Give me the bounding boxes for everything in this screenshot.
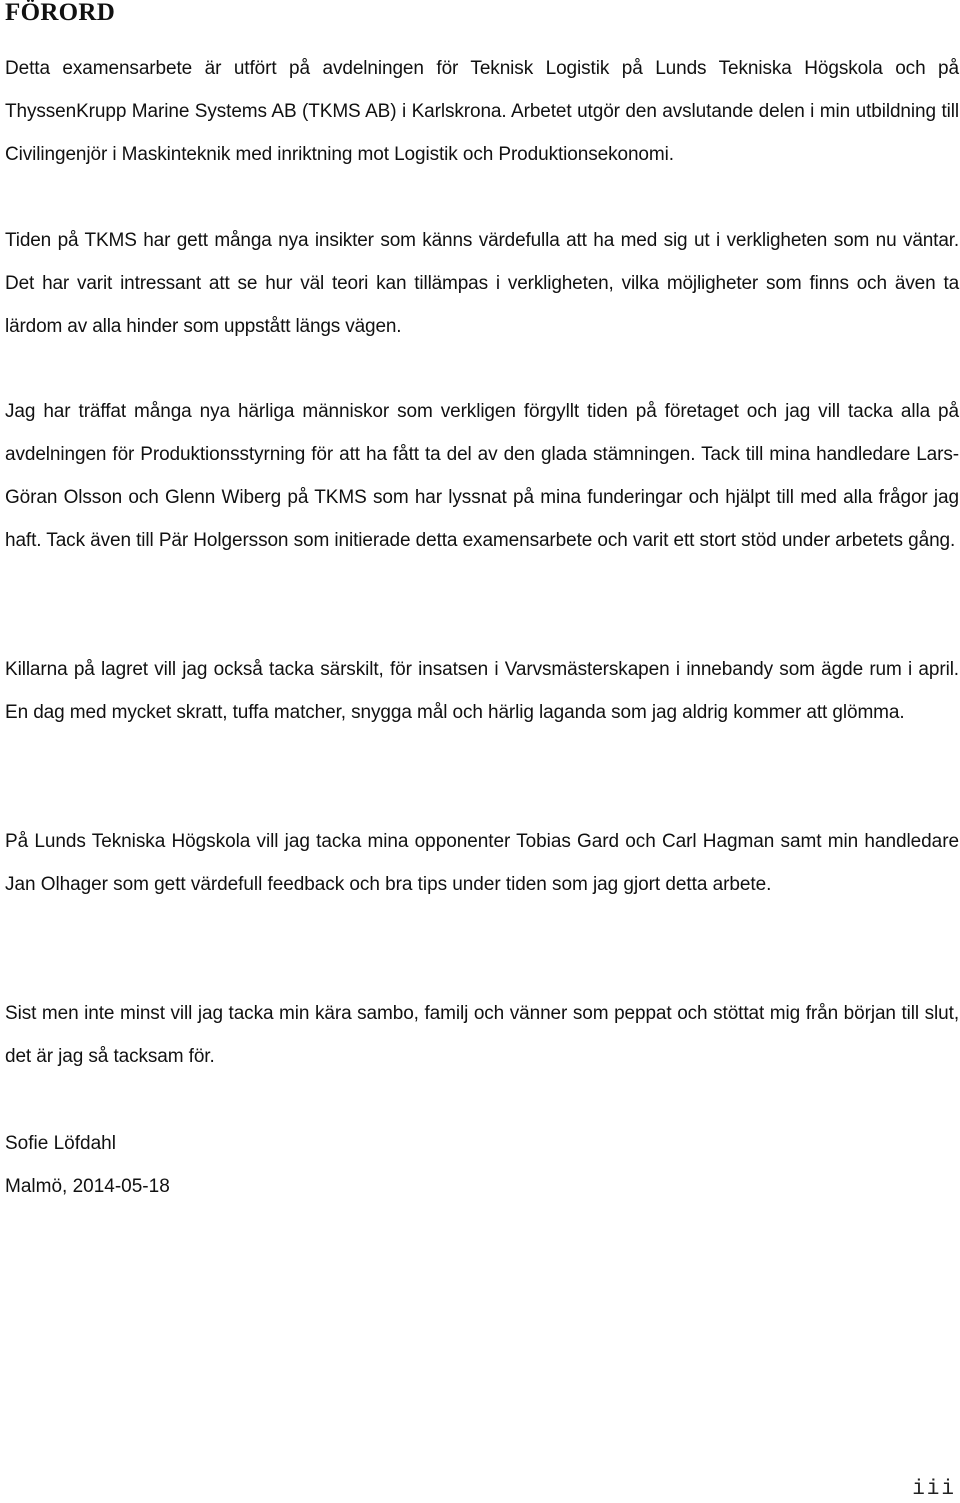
signature-name: Sofie Löfdahl	[5, 1133, 116, 1154]
page-title: FÖRORD	[5, 0, 116, 26]
paragraph-tkms-insights: Tiden på TKMS har gett många nya insikter som känns värdefulla att ha med sig ut i verkligheten som nu väntar. Det har varit intressant att se hur väl teori kan tillämpas i verkligheten, vilka möjligheter som finns och även ta lärdom av alla hinder som uppstått längs vägen.	[5, 230, 959, 337]
paragraph-intro: Detta examensarbete är utfört på avdelningen för Teknisk Logistik på Lunds Tekniska Högskola och på ThyssenKrupp Marine Systems AB (TKMS AB) i Karlskrona. Arbetet utgör den avslutande delen i min utbildning till Civilingenjör i Maskinteknik med inriktning mot Logistik och Produktionsekonomi.	[5, 58, 959, 165]
signature-place-date: Malmö, 2014-05-18	[5, 1176, 170, 1197]
paragraph-thanks-warehouse: Killarna på lagret vill jag också tacka särskilt, för insatsen i Varvsmästerskapen i innebandy som ägde rum i april. En dag med mycket skratt, tuffa matcher, snygga mål och härlig laganda som jag aldrig kommer att glömma.	[5, 659, 959, 723]
page-number: iii	[912, 1478, 956, 1501]
paragraph-thanks-colleagues: Jag har träffat många nya härliga människor som verkligen förgyllt tiden på företaget och jag vill tacka alla på avdelningen för Produktionsstyrning för att ha fått ta del av den glada stämningen. Tack till mina handledare Lars-Göran Olsson och Glenn Wiberg på TKMS som har lyssnat på mina funderingar och hjälpt till med alla frågor jag haft. Tack även till Pär Holgersson som initierade detta examensarbete och varit ett stort stöd under arbetets gång.	[5, 401, 959, 551]
paragraph-thanks-lth: På Lunds Tekniska Högskola vill jag tacka mina opponenter Tobias Gard och Carl Hagman samt min handledare Jan Olhager som gett värdefull feedback och bra tips under tiden som jag gjort detta arbete.	[5, 831, 959, 895]
paragraph-thanks-family: Sist men inte minst vill jag tacka min kära sambo, familj och vänner som peppat och stöttat mig från början till slut, det är jag så tacksam för.	[5, 1003, 959, 1067]
